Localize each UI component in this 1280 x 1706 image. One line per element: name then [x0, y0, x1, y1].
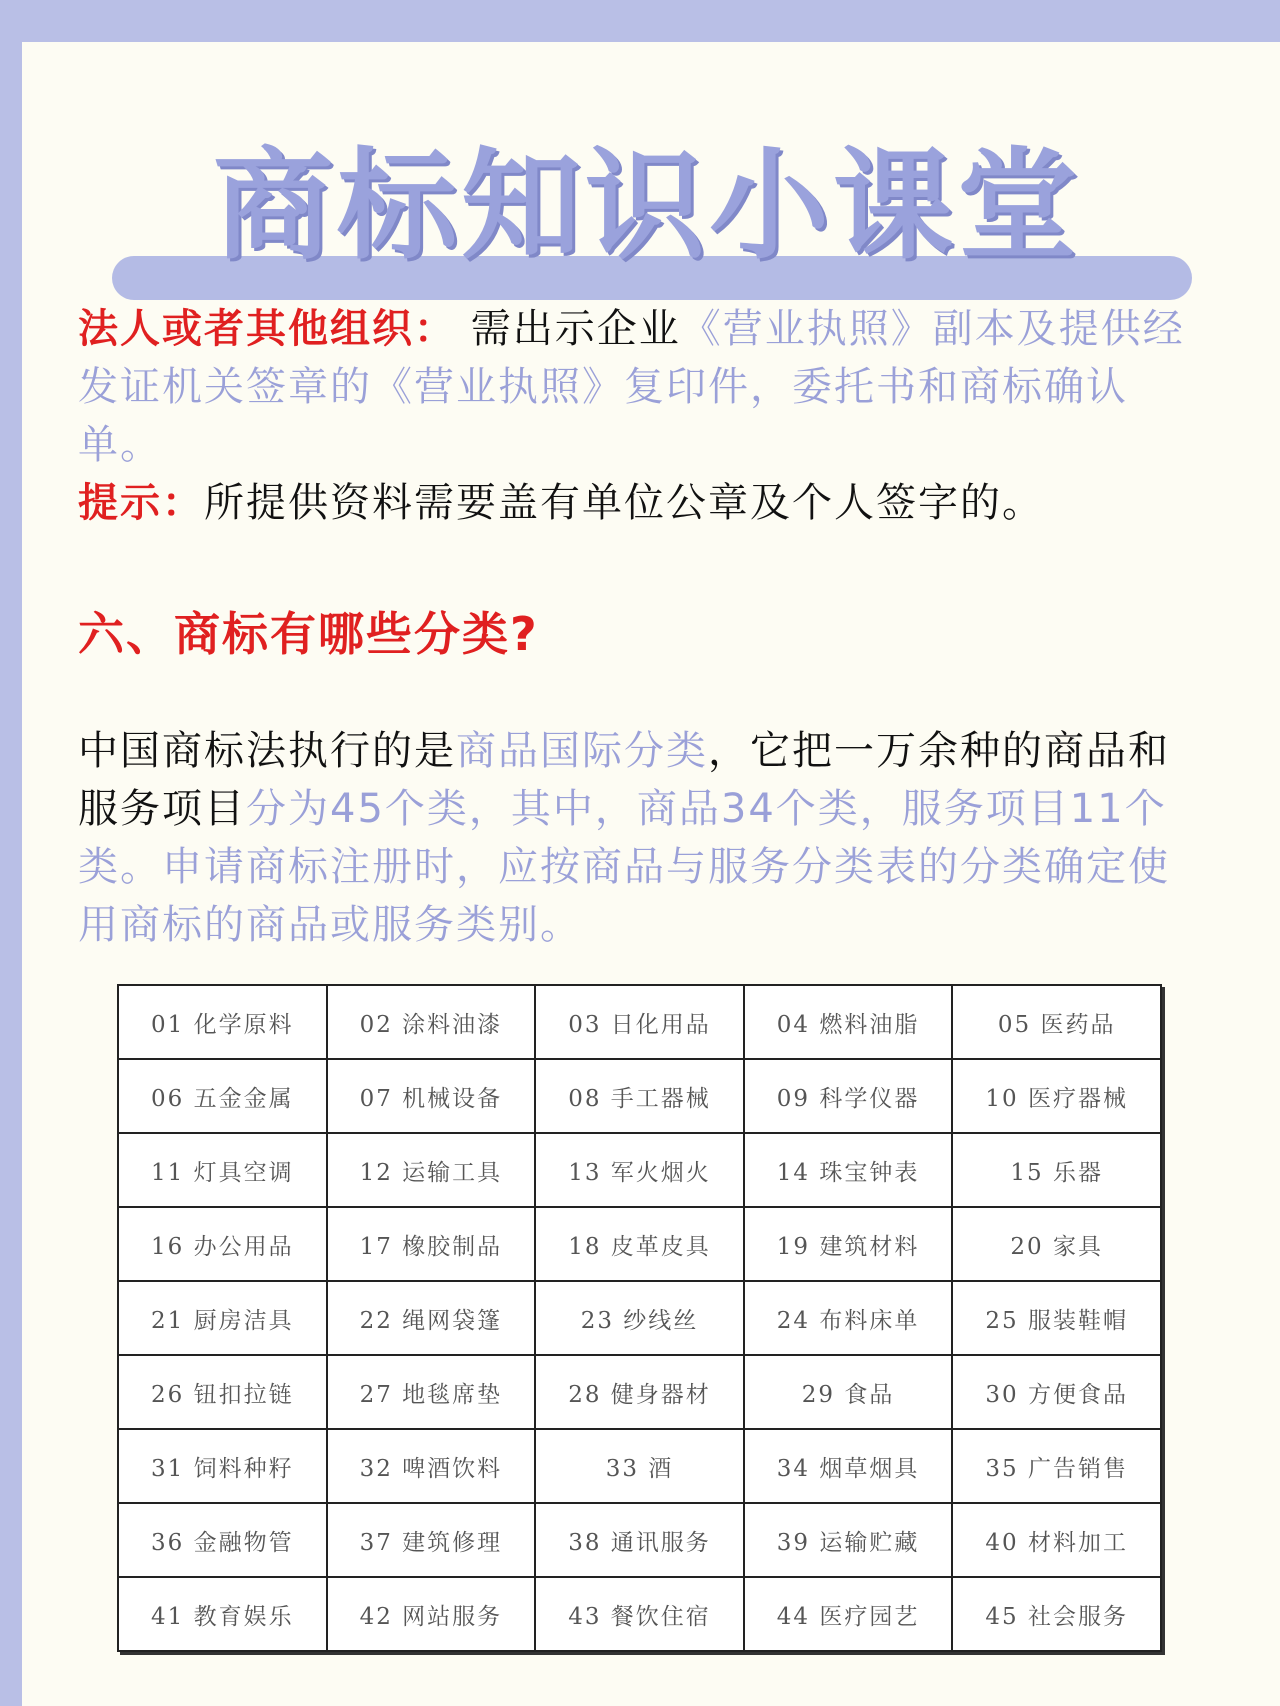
class-cell: 33 酒 — [535, 1429, 744, 1503]
class-cell: 20 家具 — [952, 1207, 1161, 1281]
class-cell: 18 皮革皮具 — [535, 1207, 744, 1281]
intro-label: 法人或者其他组织： — [78, 306, 456, 352]
table-row — [118, 1503, 1161, 1577]
body-text-1: 中国商标法执行的是 — [78, 728, 456, 774]
class-cell: 11 灯具空调 — [118, 1133, 327, 1207]
class-cell: 34 烟草烟具 — [744, 1429, 953, 1503]
class-cell: 32 啤酒饮料 — [327, 1429, 536, 1503]
class-cell: 14 珠宝钟表 — [744, 1133, 953, 1207]
class-cell: 44 医疗园艺 — [744, 1577, 953, 1651]
class-cell: 21 厨房洁具 — [118, 1281, 327, 1355]
intro-document: 《营业执照》副本及提供经发证机关签章的《营业执照》复印件 — [78, 306, 1185, 410]
class-cell: 12 运输工具 — [327, 1133, 536, 1207]
table-row — [118, 1355, 1161, 1429]
class-cell: 07 机械设备 — [327, 1059, 536, 1133]
section-title: 六、商标有哪些分类? — [78, 607, 539, 661]
class-cell: 37 建筑修理 — [327, 1503, 536, 1577]
class-cell: 10 医疗器械 — [952, 1059, 1161, 1133]
class-cell: 40 材料加工 — [952, 1503, 1161, 1577]
body-highlight-2: 分为45个类，其中，商品34个类，服务项目11个类。申请商标注册时，应按商品与服务分类表的分类确定使用商标的商品或服务类别。 — [78, 786, 1170, 948]
class-cell: 05 医药品 — [952, 985, 1161, 1059]
class-cell: 36 金融物管 — [118, 1503, 327, 1577]
table-row — [118, 1281, 1161, 1355]
body-paragraph — [78, 722, 1208, 954]
class-cell: 01 化学原料 — [118, 985, 327, 1059]
class-cell: 31 饲料种籽 — [118, 1429, 327, 1503]
class-cell: 45 社会服务 — [952, 1577, 1161, 1651]
class-cell: 38 通讯服务 — [535, 1503, 744, 1577]
class-cell: 25 服装鞋帽 — [952, 1281, 1161, 1355]
class-cell: 19 建筑材料 — [744, 1207, 953, 1281]
class-cell: 04 燃料油脂 — [744, 985, 953, 1059]
class-cell: 30 方便食品 — [952, 1355, 1161, 1429]
class-cell: 06 五金金属 — [118, 1059, 327, 1133]
class-cell: 09 科学仪器 — [744, 1059, 953, 1133]
class-cell: 03 日化用品 — [535, 985, 744, 1059]
table-row — [118, 1207, 1161, 1281]
class-cell: 29 食品 — [744, 1355, 953, 1429]
class-cell: 26 钮扣拉链 — [118, 1355, 327, 1429]
class-cell: 08 手工器械 — [535, 1059, 744, 1133]
class-cell: 15 乐器 — [952, 1133, 1161, 1207]
class-cell: 28 健身器材 — [535, 1355, 744, 1429]
trademark-class-table — [117, 984, 1162, 1652]
tip-text: 所提供资料需要盖有单位公章及个人签字的。 — [204, 480, 1044, 526]
class-cell: 42 网站服务 — [327, 1577, 536, 1651]
class-cell: 24 布料床单 — [744, 1281, 953, 1355]
table-row — [118, 1577, 1161, 1651]
body-text-2: ，它把一万余种的商品和服务项目 — [78, 728, 1170, 832]
title-banner — [92, 112, 1202, 312]
tip-paragraph — [78, 474, 1208, 532]
class-cell: 22 绳网袋篷 — [327, 1281, 536, 1355]
class-cell: 27 地毯席垫 — [327, 1355, 536, 1429]
table-row — [118, 1429, 1161, 1503]
intro-text-1: 需出示企业 — [456, 306, 681, 352]
intro-paragraph — [78, 300, 1208, 474]
class-cell: 02 涂料油漆 — [327, 985, 536, 1059]
table-row — [118, 1133, 1161, 1207]
intro-text-2: ，委托书和商标确认单。 — [78, 364, 1128, 468]
table-row — [118, 1059, 1161, 1133]
class-cell: 17 橡胶制品 — [327, 1207, 536, 1281]
tip-label: 提示： — [78, 480, 204, 526]
class-cell: 23 纱线丝 — [535, 1281, 744, 1355]
page-title: 商标知识小课堂 — [213, 137, 1081, 276]
body-highlight-1: 商品国际分类 — [456, 728, 708, 774]
table-row — [118, 985, 1161, 1059]
class-cell: 13 军火烟火 — [535, 1133, 744, 1207]
class-cell: 43 餐饮住宿 — [535, 1577, 744, 1651]
class-cell: 39 运输贮藏 — [744, 1503, 953, 1577]
class-cell: 41 教育娱乐 — [118, 1577, 327, 1651]
class-cell: 16 办公用品 — [118, 1207, 327, 1281]
class-cell: 35 广告销售 — [952, 1429, 1161, 1503]
